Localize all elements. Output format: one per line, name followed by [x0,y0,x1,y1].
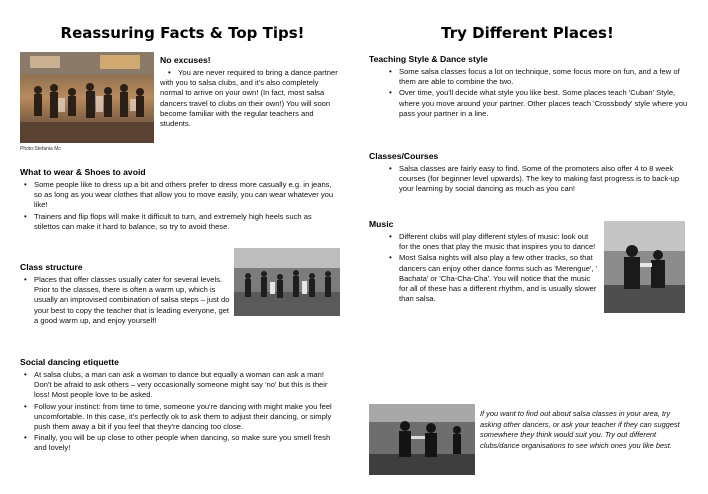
dancing-couple-photo [369,404,475,475]
class-structure-text: Places that offer classes usually cater for several levels. Prior to the classes, there is often a warm up, which is usually an improvised combination of salsa steps – just do your best to copy the teacher that is leading everyone, get a good warm up, and enjoy yourself! [34,275,230,325]
what-to-wear-item: • Some people like to dress up a bit and others prefer to dress more casually e.g. in jeans, so as long as you wear clothes that allow you to move easily, you can wear whatever you like! [34,180,338,211]
classes-item: • Salsa classes are fairly easy to find. Some of the promoters also offer 4 to 8 week courses (for beginner level upwards). The key to making fast progress is to back-up your learning by social dancing as much as you can! [399,164,689,195]
salsa-club-photo [20,52,154,143]
classes-heading: Classes/Courses [369,151,439,161]
etiquette-item: • Follow your instinct: from time to time, someone you're dancing with might make you feel uncomfortable. In this case, it's perfectly ok to ask them to adjust their dancing, or simply push them away a bit if you feel that they're dancing too close. [34,402,338,433]
closing-note: If you want to find out about salsa classes in your area, try asking other dancers, or ask your teacher if they can suggest somewhere they think would suit you. Try out different clubs/dance organisations to see which ones you like best. [480,409,680,450]
music-photo [604,221,685,313]
etiquette-heading: Social dancing etiquette [20,357,119,367]
music-section [369,219,599,305]
teaching-item: • Over time, you'll decide what style you like best. Some places teach 'Cuban' Style, where you move around your partner. Other places teach 'Crossbody' style where you pass your partner in a line. [399,88,689,119]
what-to-wear-item: • Trainers and flip flops will make it difficult to turn, and extremely high heels such as stilettos can make it hard to balance, so try to avoid these. [34,212,338,232]
teaching-section [369,54,689,120]
class-structure-heading: Class structure [20,262,83,272]
left-page-title: Reassuring Facts & Top Tips! [60,24,305,42]
what-to-wear-heading: What to wear & Shoes to avoid [20,167,146,177]
music-item: • Different clubs will play different styles of music: look out for the ones that play the music that inspires you to dance! [399,232,599,252]
photo-credit: Photo:Stefania Mc [20,146,61,152]
etiquette-item: • At salsa clubs, a man can ask a woman to dance but equally a woman can ask a man! Don't be afraid to ask others – very occasionally someone might say 'no' but this is their loss! Most people love to be asked. [34,370,338,401]
right-page-title: Try Different Places! [441,24,614,42]
no-excuses-section [160,55,340,130]
etiquette-item: • Finally, you will be up close to other people when dancing, so make sure you smell fresh and lovely! [34,433,338,453]
class-structure-section [20,262,340,327]
etiquette-section [20,357,338,455]
teaching-item: • Some salsa classes focus a lot on technique, some focus more on fun, and a few of them are able to combine the two. [399,67,689,87]
music-item: • Most Salsa nights will also play a few other tracks, so that dancers can enjoy other dance forms such as 'Merengue', ' Bachata' or 'Cha-Cha-Cha'. You will notice that the music for all of these has a different rhythm, and is usually slower than salsa. [399,253,599,304]
class-structure-item [34,275,234,326]
no-excuses-item: • You are never required to bring a dance partner with you to salsa clubs, and it's also completely normal to arrive on your own! (In fact, most salsa dancers travel to clubs on their own!) You will soon become familiar with the regular teachers and students. [160,68,340,129]
classes-section [369,151,689,196]
music-heading: Music [369,219,394,229]
what-to-wear-section [20,167,338,233]
no-excuses-heading: No excuses! [160,55,211,65]
teaching-heading: Teaching Style & Dance style [369,54,488,64]
